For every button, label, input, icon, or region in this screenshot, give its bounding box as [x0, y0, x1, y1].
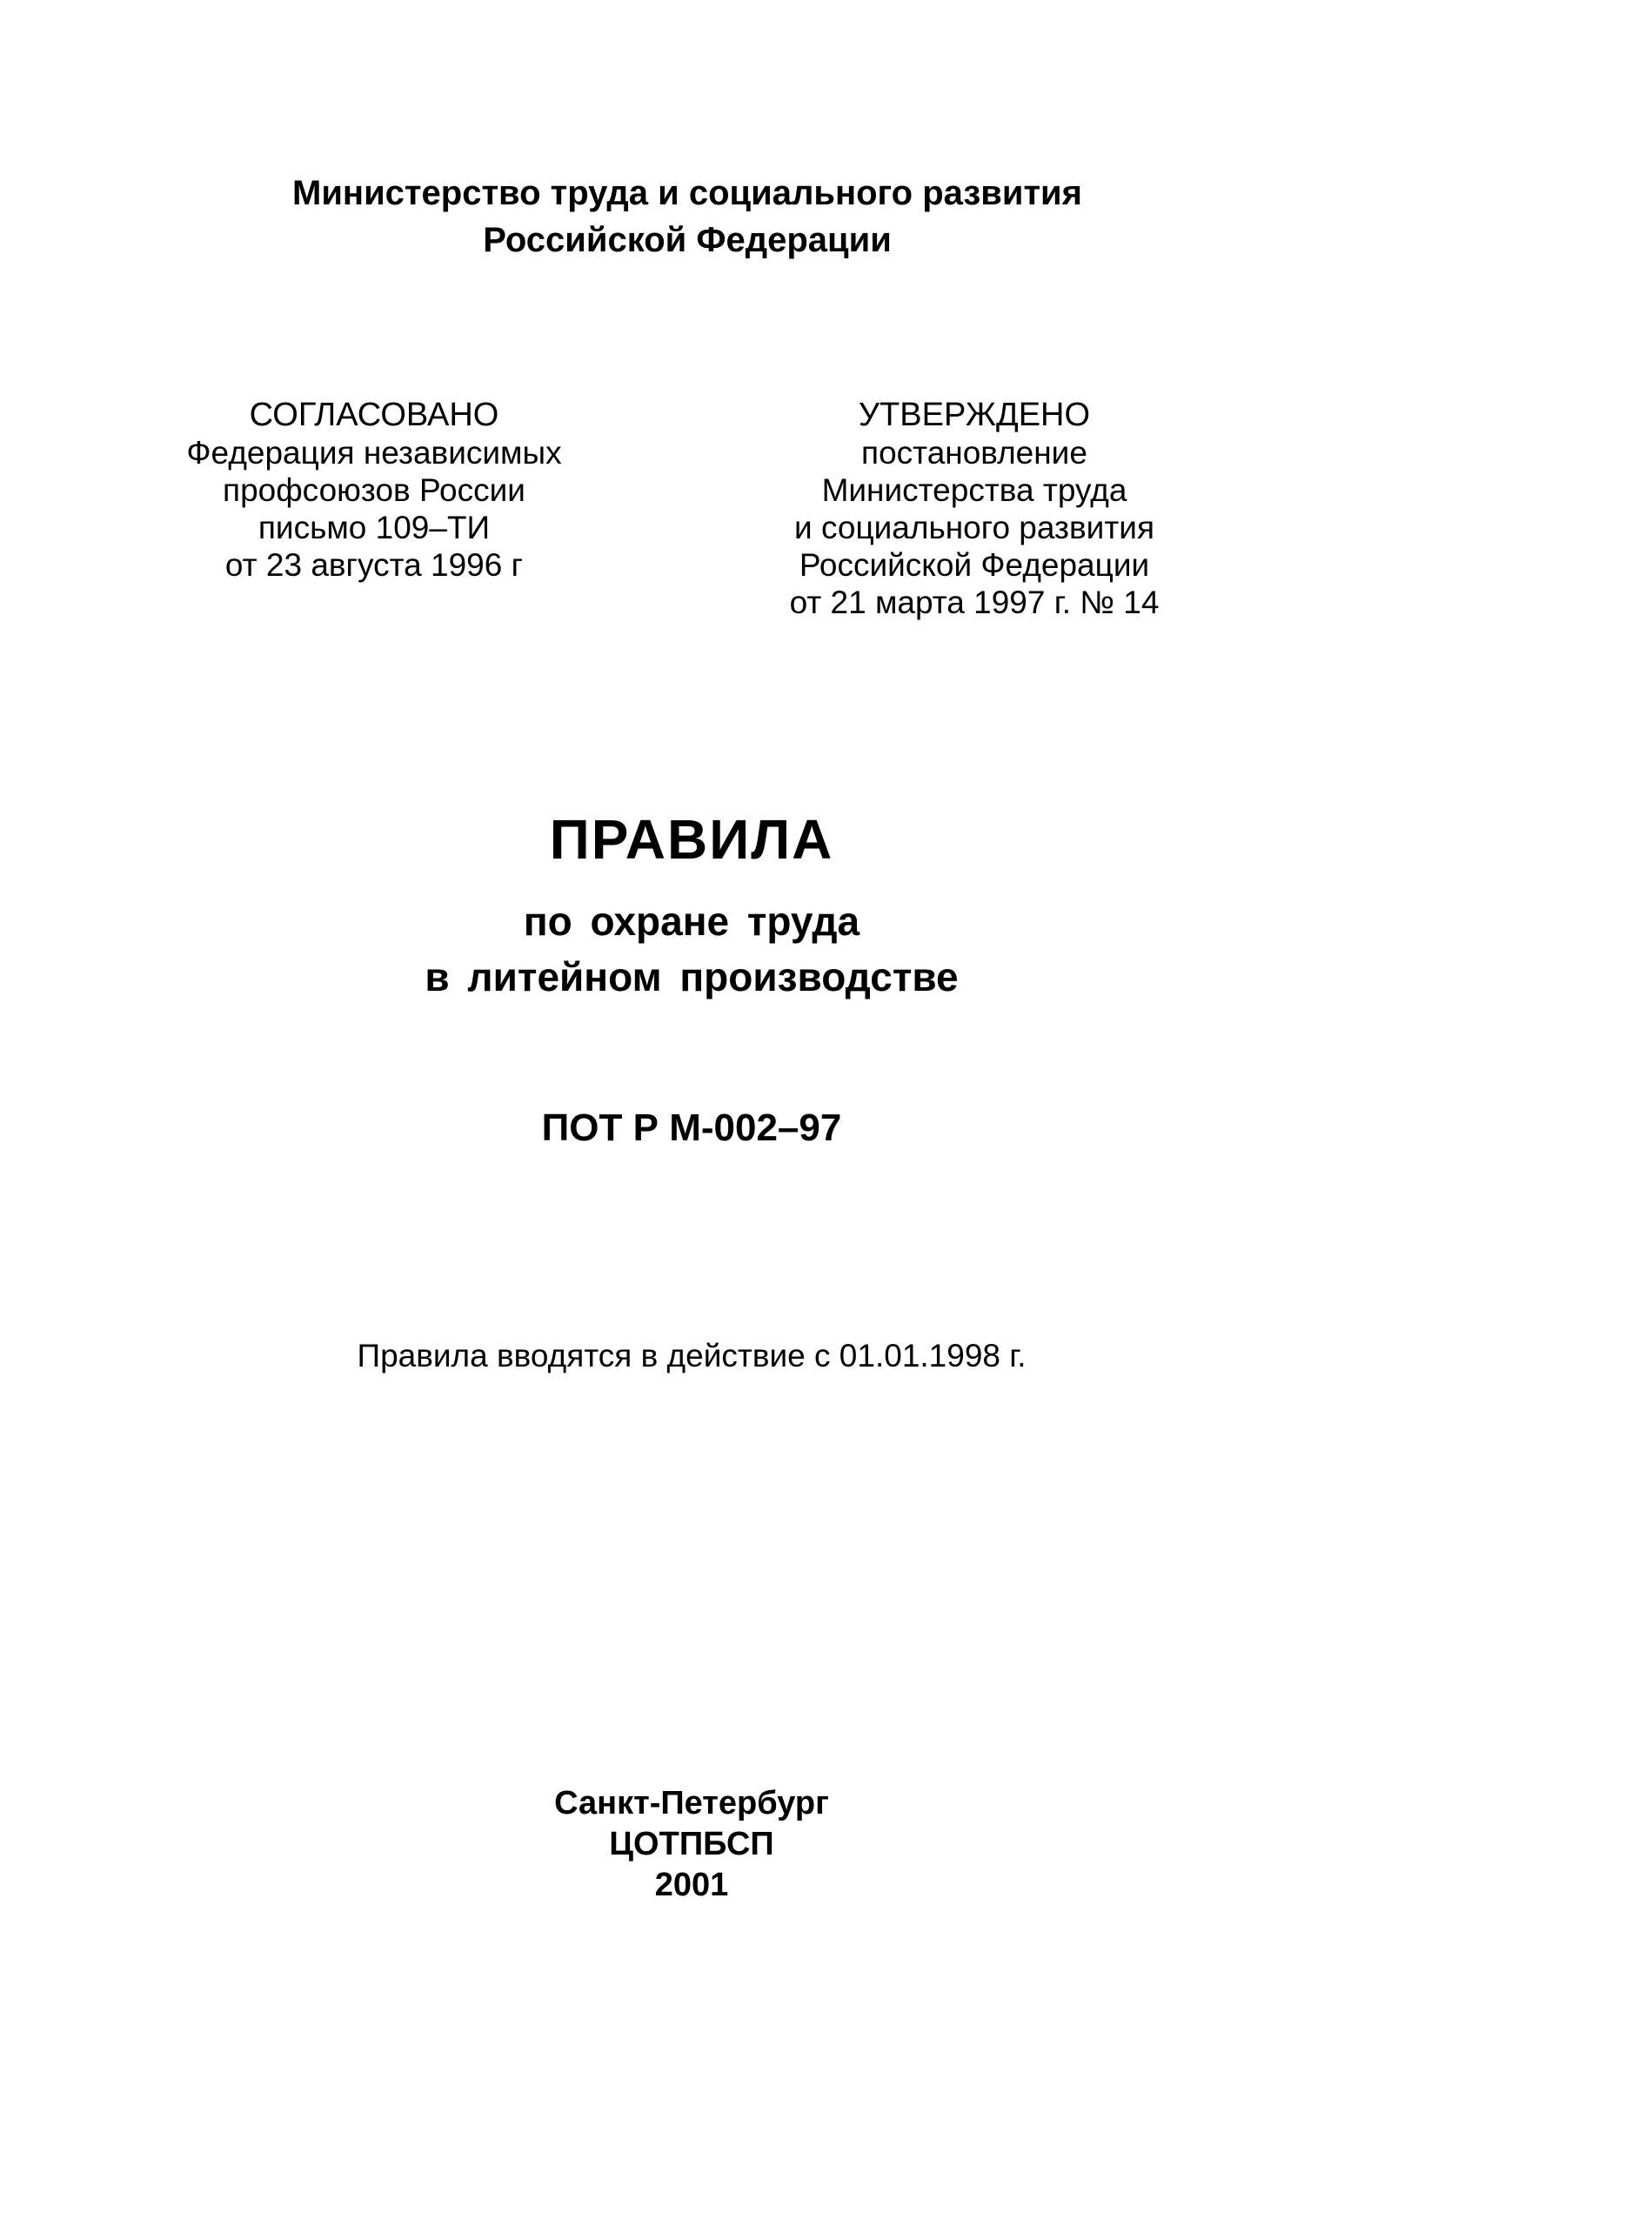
- imprint-year: 2001: [654, 1867, 729, 1903]
- effective-date-note: Правила вводятся в действие с 01.01.1998 г.: [357, 1338, 1027, 1374]
- agreed-line: письмо 109–ТИ: [257, 510, 491, 545]
- approved-block: [739, 397, 1209, 621]
- imprint-city: Санкт-Петербург: [554, 1785, 829, 1821]
- agreed-block: [148, 397, 600, 584]
- imprint-block: [474, 1783, 909, 1906]
- approved-line: от 21 марта 1997 г. № 14: [789, 585, 1160, 620]
- agreed-line: от 23 августа 1996 г: [224, 547, 524, 583]
- subtitle-line2: в литейном производстве: [425, 954, 959, 999]
- subtitle-line1: по охране труда: [523, 899, 860, 944]
- agreed-heading: СОГЛАСОВАНО: [249, 397, 499, 433]
- ministry-header: [261, 170, 1114, 264]
- approved-line: Министерства труда: [821, 472, 1127, 508]
- document-code: ПОТ Р М-002–97: [541, 1106, 842, 1149]
- approved-line: и социального развития: [794, 510, 1154, 545]
- ministry-name-line1: Министерство труда и социального развития: [292, 174, 1082, 212]
- agreed-line: Федерация независимых: [186, 435, 562, 471]
- agreed-line: профсоюзов России: [223, 472, 525, 508]
- approved-line: Российской Федерации: [799, 547, 1150, 583]
- document-subtitle: [300, 893, 1083, 1005]
- document-title: ПРАВИЛА: [549, 808, 834, 871]
- imprint-publisher: ЦОТПБСП: [609, 1826, 774, 1862]
- approved-line: постановление: [861, 435, 1087, 471]
- ministry-name-line2: Российской Федерации: [483, 221, 892, 259]
- approved-heading: УТВЕРЖДЕНО: [858, 397, 1091, 433]
